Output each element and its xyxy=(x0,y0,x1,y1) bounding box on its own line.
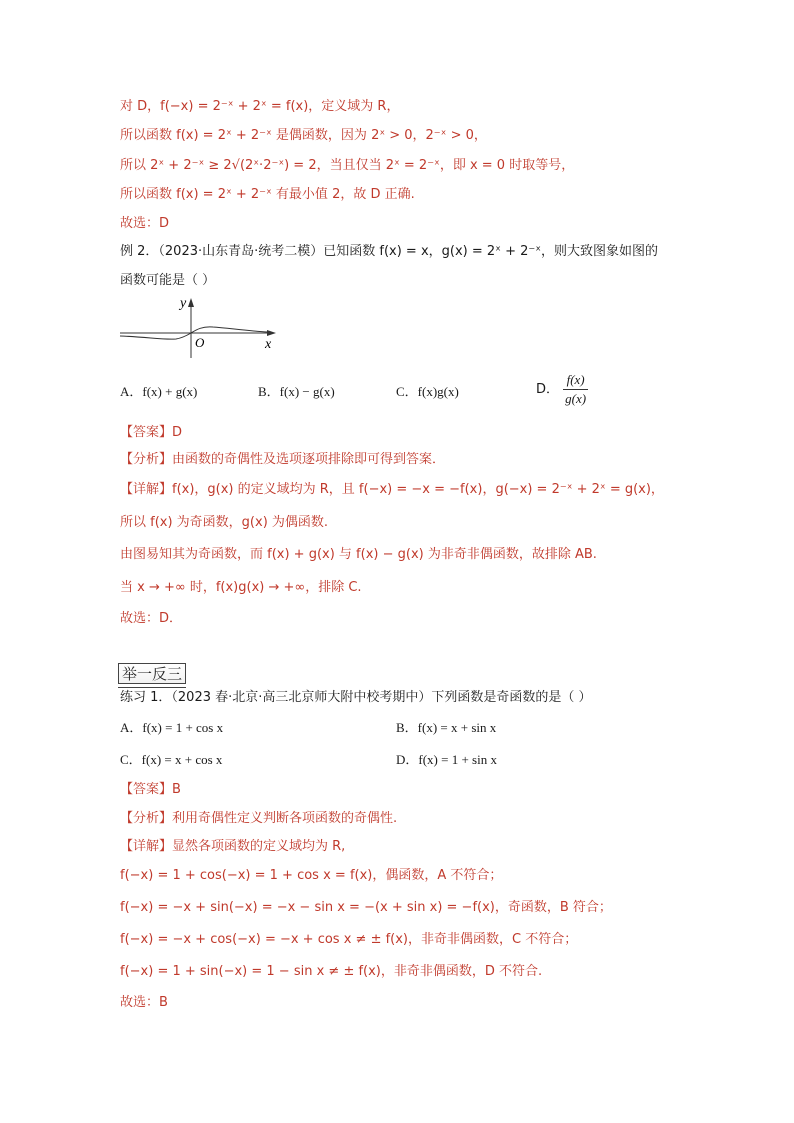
example2-analysis: 【分析】由函数的奇偶性及选项逐项排除即可得到答案． xyxy=(120,452,446,467)
option-d-fraction xyxy=(563,371,588,408)
origin-label: O xyxy=(195,335,205,350)
y-axis-arrow xyxy=(188,298,194,307)
practice-answer: 【答案】B xyxy=(120,782,181,797)
practice-option-c: C．f(x) = x + cos x xyxy=(120,752,223,767)
option-d-denominator: g(x) xyxy=(565,391,587,406)
practice-detail: 【详解】显然各项函数的定义域均为 R, xyxy=(120,839,346,854)
example2-detail-1: 【详解】f(x)，g(x) 的定义域均为 R，且 f(−x) = −x = −f(x)，g(−x) = 2⁻ˣ + 2ˣ = g(x)， xyxy=(120,482,664,497)
example2-detail-3: 由图易知其为奇函数，而 f(x) + g(x) 与 f(x) − g(x) 为非奇非偶函数，故排除 AB. xyxy=(120,547,597,562)
solution-line-even: 所以函数 f(x) = 2ˣ + 2⁻ˣ 是偶函数，因为 2ˣ > 0，2⁻ˣ > 0， xyxy=(120,128,487,143)
practice-question: 练习 1．（2023 春·北京·高三北京师大附中校考期中）下列函数是奇函数的是（ ） xyxy=(120,690,592,705)
practice-option-d: D．f(x) = 1 + sin x xyxy=(396,752,497,767)
option-d-prefix: D． xyxy=(536,382,560,397)
practice-line-c: f(−x) = −x + cos(−x) = −x + cos x ≠ ± f(x)，非奇非偶函数，C 不符合； xyxy=(120,932,578,947)
x-axis-label: x xyxy=(265,337,272,352)
example2-question-cont: 函数可能是（ ） xyxy=(120,273,216,288)
example2-option-c: C．f(x)g(x) xyxy=(396,384,459,399)
example2-option-d xyxy=(536,371,588,408)
function-graph xyxy=(118,294,288,360)
solution-line-inequality: 所以 2ˣ + 2⁻ˣ ≥ 2√(2ˣ·2⁻ˣ) = 2，当且仅当 2ˣ = 2⁻ˣ，即 x = 0 时取等号， xyxy=(120,158,575,173)
practice-option-b: B．f(x) = x + sin x xyxy=(396,720,497,735)
example2-answer: 【答案】D xyxy=(120,425,183,440)
x-axis-arrow xyxy=(267,330,276,336)
solution-line-d: 对 D，f(−x) = 2⁻ˣ + 2ˣ = f(x)，定义域为 R， xyxy=(120,99,400,114)
example2-detail-5: 故选：D． xyxy=(120,611,183,626)
practice-line-a: f(−x) = 1 + cos(−x) = 1 + cos x = f(x)，偶函数，A 不符合； xyxy=(120,868,503,883)
example2-detail-2: 所以 f(x) 为奇函数，g(x) 为偶函数. xyxy=(120,515,329,530)
example2-detail-4: 当 x → +∞ 时，f(x)g(x) → +∞，排除 C. xyxy=(120,580,362,595)
example2-question: 例 2．（2023·山东青岛·统考二模）已知函数 f(x) = x，g(x) = 2ˣ + 2⁻ˣ，则大致图象如图的 xyxy=(120,244,658,259)
practice-option-a: A．f(x) = 1 + cos x xyxy=(120,720,224,735)
practice-line-d: f(−x) = 1 + sin(−x) = 1 − sin x ≠ ± f(x)，非奇非偶函数，D 不符合. xyxy=(120,964,543,979)
practice-final: 故选：B xyxy=(120,995,168,1010)
solution-line-choose: 故选：D xyxy=(120,216,170,231)
solution-line-min: 所以函数 f(x) = 2ˣ + 2⁻ˣ 有最小值 2，故 D 正确. xyxy=(120,187,415,202)
practice-analysis: 【分析】利用奇偶性定义判断各项函数的奇偶性. xyxy=(120,811,398,826)
example2-option-a: A．f(x) + g(x) xyxy=(120,384,198,399)
option-d-numerator: f(x) xyxy=(563,371,588,390)
section-label: 举一反三 xyxy=(118,663,186,684)
example2-option-b: B．f(x) − g(x) xyxy=(258,384,335,399)
y-axis-label: y xyxy=(180,296,187,311)
practice-line-b: f(−x) = −x + sin(−x) = −x − sin x = −(x + sin x) = −f(x)，奇函数，B 符合； xyxy=(120,900,612,915)
